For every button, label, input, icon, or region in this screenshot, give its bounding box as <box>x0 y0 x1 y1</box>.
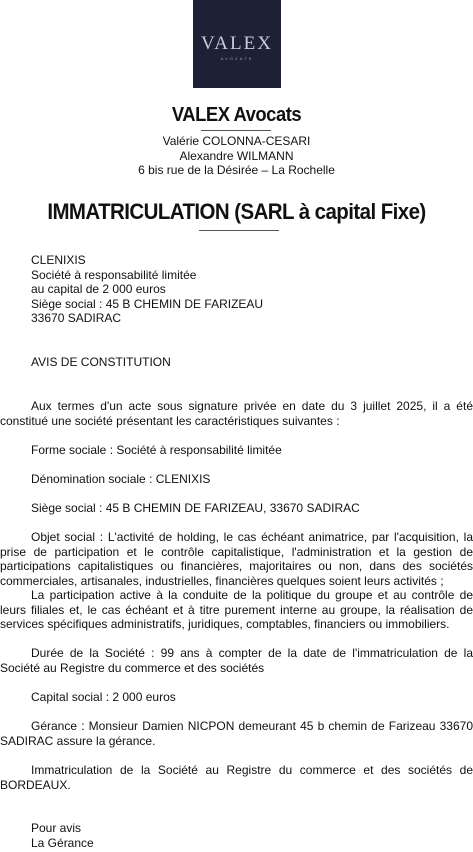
company-name: CLENIXIS <box>31 253 86 267</box>
lawyer-1: Valérie COLONNA-CESARI <box>162 134 311 148</box>
notice-title: IMMATRICULATION (SARL à capital Fixe) <box>47 199 426 224</box>
siege-social: Siège social : 45 B CHEMIN DE FARIZEAU, 33670 SADIRAC <box>31 501 360 515</box>
firm-logo <box>193 0 281 88</box>
closing-block <box>31 821 473 850</box>
title-underline <box>199 230 279 231</box>
objet-social-continued: La participation active à la conduite de la politique du groupe et au contrôle de leurs filiales et, le cas échéant et à titre purement interne au groupe, la réalisation de services spécifiques administratifs, juridiques, comptables, financiers ou immobiliers. <box>0 588 473 631</box>
firm-underline <box>201 130 271 131</box>
company-block <box>31 253 473 326</box>
firm-name: VALEX Avocats <box>171 104 302 126</box>
firm-address <box>0 134 473 178</box>
company-capital: au capital de 2 000 euros <box>31 282 166 296</box>
gerance-paragraph: Gérance : Monsieur Damien NICPON demeurant 45 b chemin de Farizeau 33670 SADIRAC assure la gérance. <box>0 719 473 748</box>
company-city: 33670 SADIRAC <box>31 311 122 325</box>
company-form: Société à responsabilité limitée <box>31 267 197 282</box>
lawyer-2: Alexandre WILMANN <box>179 148 294 163</box>
capital-social: Capital social : 2 000 euros <box>31 690 176 704</box>
immatriculation-paragraph: Immatriculation de la Société au Registre du commerce et des sociétés de BORDEAUX. <box>0 763 473 792</box>
firm-street: 6 bis rue de la Désirée – La Rochelle <box>138 163 335 177</box>
company-seat: Siège social : 45 B CHEMIN DE FARIZEAU <box>31 296 264 311</box>
intro-paragraph: Aux termes d'un acte sous signature privée en date du 3 juillet 2025, il a été constitué une société présentant les caractéristiques suivantes : <box>0 399 473 428</box>
notice-heading: AVIS DE CONSTITUTION <box>31 355 171 369</box>
objet-social-paragraph: Objet social : L'activité de holding, le cas échéant animatrice, par l'acquisition, la prise de participation et le contrôle capitalistique, l'administration et la gestion de participations capitalistiques ou financières, majoritaires ou non, dans des sociétés commerciales, artisanales, industrielles, financières quelques soient leurs activités ; <box>0 530 473 588</box>
denomination-sociale: Dénomination sociale : CLENIXIS <box>31 472 211 486</box>
logo-wordmark: VALEX <box>201 33 273 54</box>
logo-tagline: AVOCATS <box>220 56 254 61</box>
forme-sociale: Forme sociale : Société à responsabilité limitée <box>31 443 282 457</box>
duree-paragraph: Durée de la Société : 99 ans à compter de la date de l'immatriculation de la Société au Registre du commerce et des sociétés <box>0 646 473 675</box>
closing-gerance: La Gérance <box>31 835 94 850</box>
closing-pour-avis: Pour avis <box>31 821 82 835</box>
